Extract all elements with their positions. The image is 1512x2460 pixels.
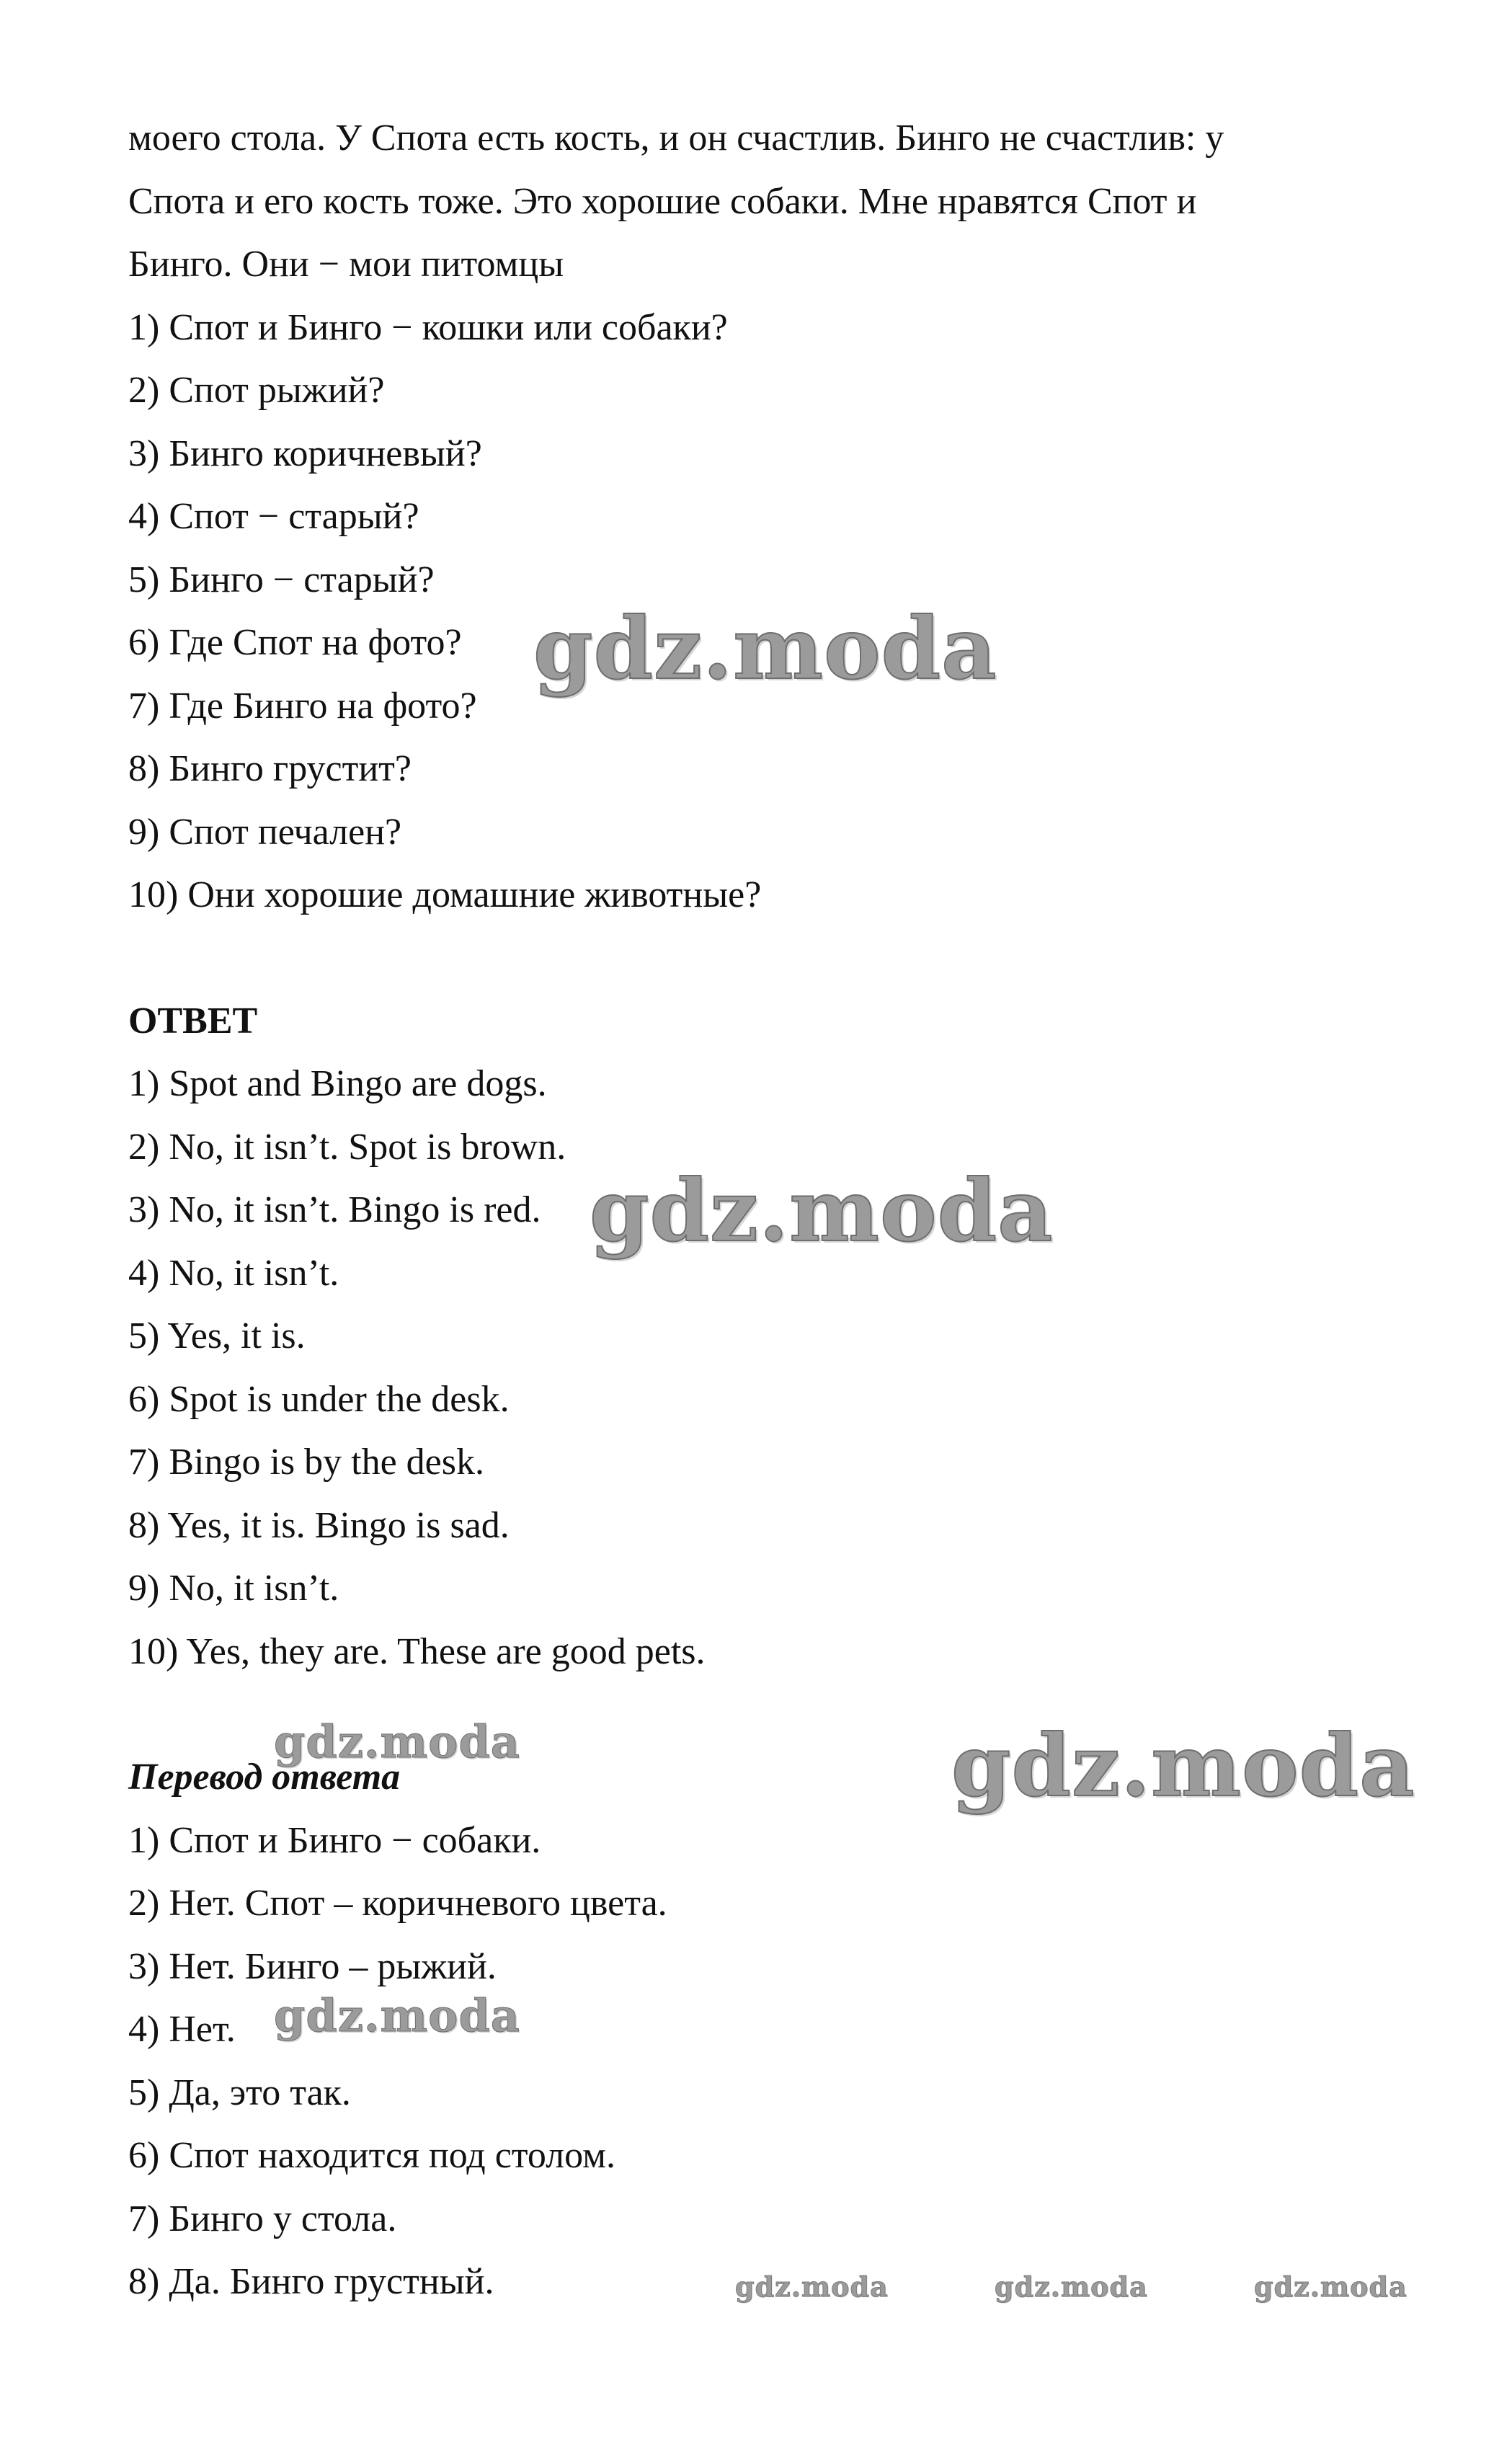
watermark: gdz.moda: [274, 1715, 520, 1768]
answer-item: 1) Spot and Bingo are dogs.: [128, 1063, 547, 1104]
question-item: 3) Бинго коричневый?: [128, 432, 482, 474]
answer-item: 7) Bingo is by the desk.: [128, 1442, 484, 1483]
spacer: [128, 927, 1411, 990]
intro-line: Бинго. Они − мои питомцы: [128, 244, 564, 285]
question-item: 7) Где Бинго на фото?: [128, 685, 477, 727]
answer-item: 10) Yes, they are. These are good pets.: [128, 1630, 706, 1672]
answer-item: 2) No, it isn’t. Spot is brown.: [128, 1126, 566, 1168]
question-item: 9) Спот печален?: [128, 811, 402, 853]
translation-list: [128, 1809, 1411, 2314]
answer-list: [128, 1052, 1411, 1683]
watermark: gdz.moda: [274, 1989, 520, 2042]
question-list: [128, 296, 1411, 927]
question-item: 4) Спот − старый?: [128, 496, 419, 537]
translation-item: 7) Бинго у стола.: [128, 2198, 397, 2239]
watermark: gdz.moda: [533, 598, 997, 698]
intro-paragraph: [128, 107, 1411, 296]
translation-item: 6) Спот находится под столом.: [128, 2135, 616, 2176]
translation-item: 5) Да, это так.: [128, 2072, 351, 2113]
watermark: gdz.moda: [951, 1715, 1415, 1816]
intro-line: Спота и его кость тоже. Это хорошие собаки. Мне нравятся Спот и: [128, 180, 1197, 222]
answer-item: 4) No, it isn’t.: [128, 1252, 339, 1294]
question-item: 2) Спот рыжий?: [128, 370, 385, 411]
spacer: [128, 1683, 1411, 1746]
translation-item: 3) Нет. Бинго – рыжий.: [128, 1945, 497, 1987]
watermark: gdz.moda: [1254, 2270, 1408, 2303]
translation-item: 2) Нет. Спот – коричневого цвета.: [128, 1883, 667, 1924]
answer-item: 3) No, it isn’t. Bingo is red.: [128, 1189, 541, 1230]
document-page: [128, 107, 1411, 2314]
answer-item: 8) Yes, it is. Bingo is sad.: [128, 1504, 510, 1546]
question-item: 5) Бинго − старый?: [128, 559, 435, 600]
question-item: 6) Где Спот на фото?: [128, 622, 462, 663]
answer-heading: ОТВЕТ: [128, 1000, 258, 1042]
translation-item: 8) Да. Бинго грустный.: [128, 2261, 494, 2302]
translation-item: 1) Спот и Бинго − собаки.: [128, 1819, 541, 1861]
question-item: 8) Бинго грустит?: [128, 748, 412, 789]
answer-item: 5) Yes, it is.: [128, 1315, 306, 1356]
watermark: gdz.moda: [735, 2270, 889, 2303]
answer-item: 6) Spot is under the desk.: [128, 1378, 510, 1420]
watermark: gdz.moda: [590, 1160, 1054, 1261]
translation-heading: Перевод ответа: [128, 1757, 401, 1798]
translation-item: 4) Нет.: [128, 2009, 236, 2050]
question-item: 1) Спот и Бинго − кошки или собаки?: [128, 306, 728, 348]
answer-item: 9) No, it isn’t.: [128, 1568, 339, 1609]
watermark: gdz.moda: [995, 2270, 1148, 2303]
question-item: 10) Они хорошие домашние животные?: [128, 874, 762, 915]
intro-line: моего стола. У Спота есть кость, и он счастлив. Бинго не счастлив: у: [128, 117, 1224, 159]
